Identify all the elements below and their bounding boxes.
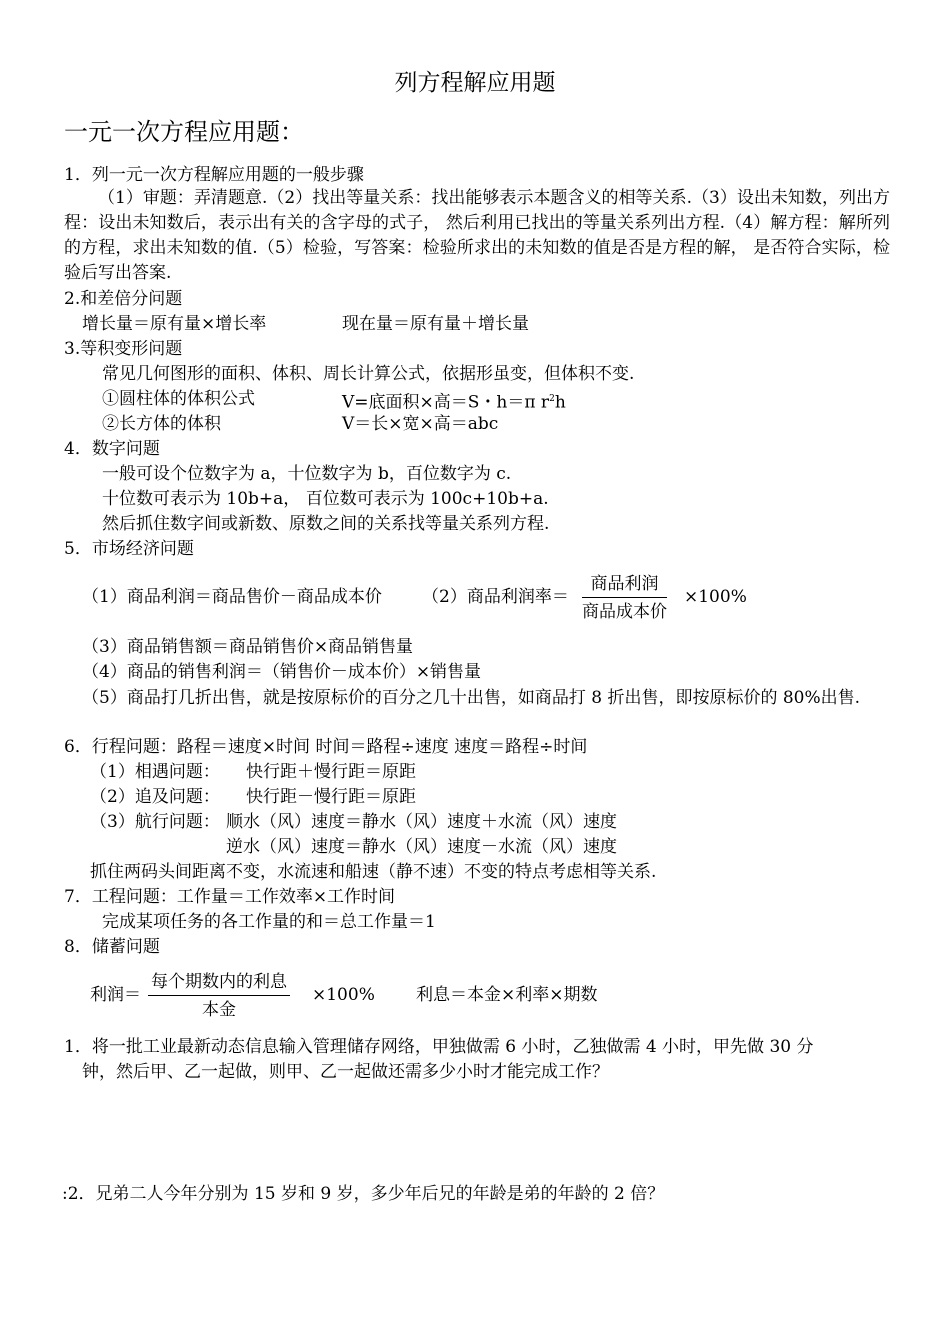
volume-heading: 3.等积变形问题: [64, 339, 183, 359]
meet-formula: 快行距＋慢行距＝原距: [246, 762, 416, 782]
savings-heading: 8．储蓄问题: [64, 937, 160, 957]
digits-line-2: 十位数可表示为 10b+a， 百位数可表示为 100c+10b+a.: [102, 489, 549, 509]
volume-intro: 常见几何图形的面积、体积、周长计算公式，依据形虽变，但体积不变.: [102, 364, 635, 384]
section-heading: 一元一次方程应用题：: [64, 118, 304, 146]
sales-profit-formula: （4）商品的销售利润＝（销售价－成本价）×销售量: [82, 662, 482, 682]
profit-rate-fraction: [582, 573, 667, 623]
travel-note: 抓住两码头间距离不变，水流速和船速（静不速）不变的特点考虑相等关系.: [90, 862, 657, 882]
work-heading: 7．工程问题：工作量＝工作效率×工作时间: [64, 887, 396, 907]
savings-suffix: ×100%: [312, 985, 375, 1005]
cuboid-label: ②长方体的体积: [102, 414, 221, 434]
discount-rule: （5）商品打几折出售，就是按原标价的百分之几十出售，如商品打 8 折出售，即按原标价的 80%出售.: [82, 688, 861, 708]
steps-heading: 1．列一元一次方程解应用题的一般步骤: [64, 165, 364, 185]
profit-formula: （1）商品利润＝商品售价－商品成本价: [82, 587, 382, 607]
work-total: 完成某项任务的各工作量的和＝总工作量＝1: [102, 912, 436, 932]
savings-numerator: 每个期数内的利息: [148, 971, 290, 996]
steps-body: （1）审题：弄清题意.（2）找出等量关系：找出能够表示本题含义的相等关系.（3）设出未知数，列出方程：设出未知数后，表示出有关的含字母的式子， 然后利用已找出的等量关系列出方程.（4）解方程：解所列的方程，求出未知数的值.（5）检验，写答案：检验所求出的未知数的值是否是方程的解， 是否符合实际，检验后写出答案.: [64, 188, 890, 283]
growth-formula: 增长量＝原有量×增长率: [82, 314, 267, 334]
sales-amount-formula: （3）商品销售额＝商品销售价×商品销售量: [82, 637, 414, 657]
savings-prefix: 利润＝: [90, 985, 141, 1005]
sum-diff-heading: 2.和差倍分问题: [64, 289, 183, 309]
chase-formula: 快行距－慢行距＝原距: [246, 787, 416, 807]
market-heading: 5．市场经济问题: [64, 539, 194, 559]
digits-heading: 4．数字问题: [64, 439, 160, 459]
cylinder-formula: V=底面积×高＝S・h＝π $r^2h$: [342, 392, 566, 413]
meet-label: （1）相遇问题：: [90, 762, 220, 782]
interest-formula: 利息＝本金×利率×期数: [416, 985, 598, 1005]
sail-label: （3）航行问题：: [90, 812, 220, 832]
travel-heading: 6．行程问题：路程＝速度×时间 时间＝路程÷速度 速度＝路程÷时间: [64, 737, 588, 757]
problem-2: :2．兄弟二人今年分别为 15 岁和 9 岁，多少年后兄的年龄是弟的年龄的 2 倍？: [62, 1184, 665, 1204]
current-amount-formula: 现在量＝原有量＋增长量: [342, 314, 529, 334]
profit-rate-denominator: 商品成本价: [582, 602, 667, 622]
profit-rate-suffix: ×100%: [684, 587, 747, 607]
cuboid-formula: V＝长×宽×高＝abc: [342, 414, 499, 434]
downstream-formula: 顺水（风）速度＝静水（风）速度＋水流（风）速度: [226, 812, 617, 832]
savings-fraction: [148, 971, 290, 1021]
page-title: 列方程解应用题: [394, 70, 556, 96]
chase-label: （2）追及问题：: [90, 787, 220, 807]
digits-line-1: 一般可设个位数字为 a，十位数字为 b，百位数字为 c.: [102, 464, 512, 484]
upstream-formula: 逆水（风）速度＝静水（风）速度－水流（风）速度: [226, 837, 617, 857]
savings-denominator: 本金: [202, 1000, 236, 1020]
cylinder-label: ①圆柱体的体积公式: [102, 389, 255, 409]
profit-rate-prefix: （2）商品利润率＝: [422, 587, 569, 607]
problem-1: 1．将一批工业最新动态信息输入管理储存网络，甲独做需 6 小时，乙独做需 4 小时，甲先做 30 分: [64, 1037, 814, 1057]
profit-rate-numerator: 商品利润: [582, 573, 667, 598]
problem-1-continued: 钟，然后甲、乙一起做，则甲、乙一起做还需多少小时才能完成工作？: [82, 1062, 609, 1082]
digits-line-3: 然后抓住数字间或新数、原数之间的关系找等量关系列方程.: [102, 514, 550, 534]
